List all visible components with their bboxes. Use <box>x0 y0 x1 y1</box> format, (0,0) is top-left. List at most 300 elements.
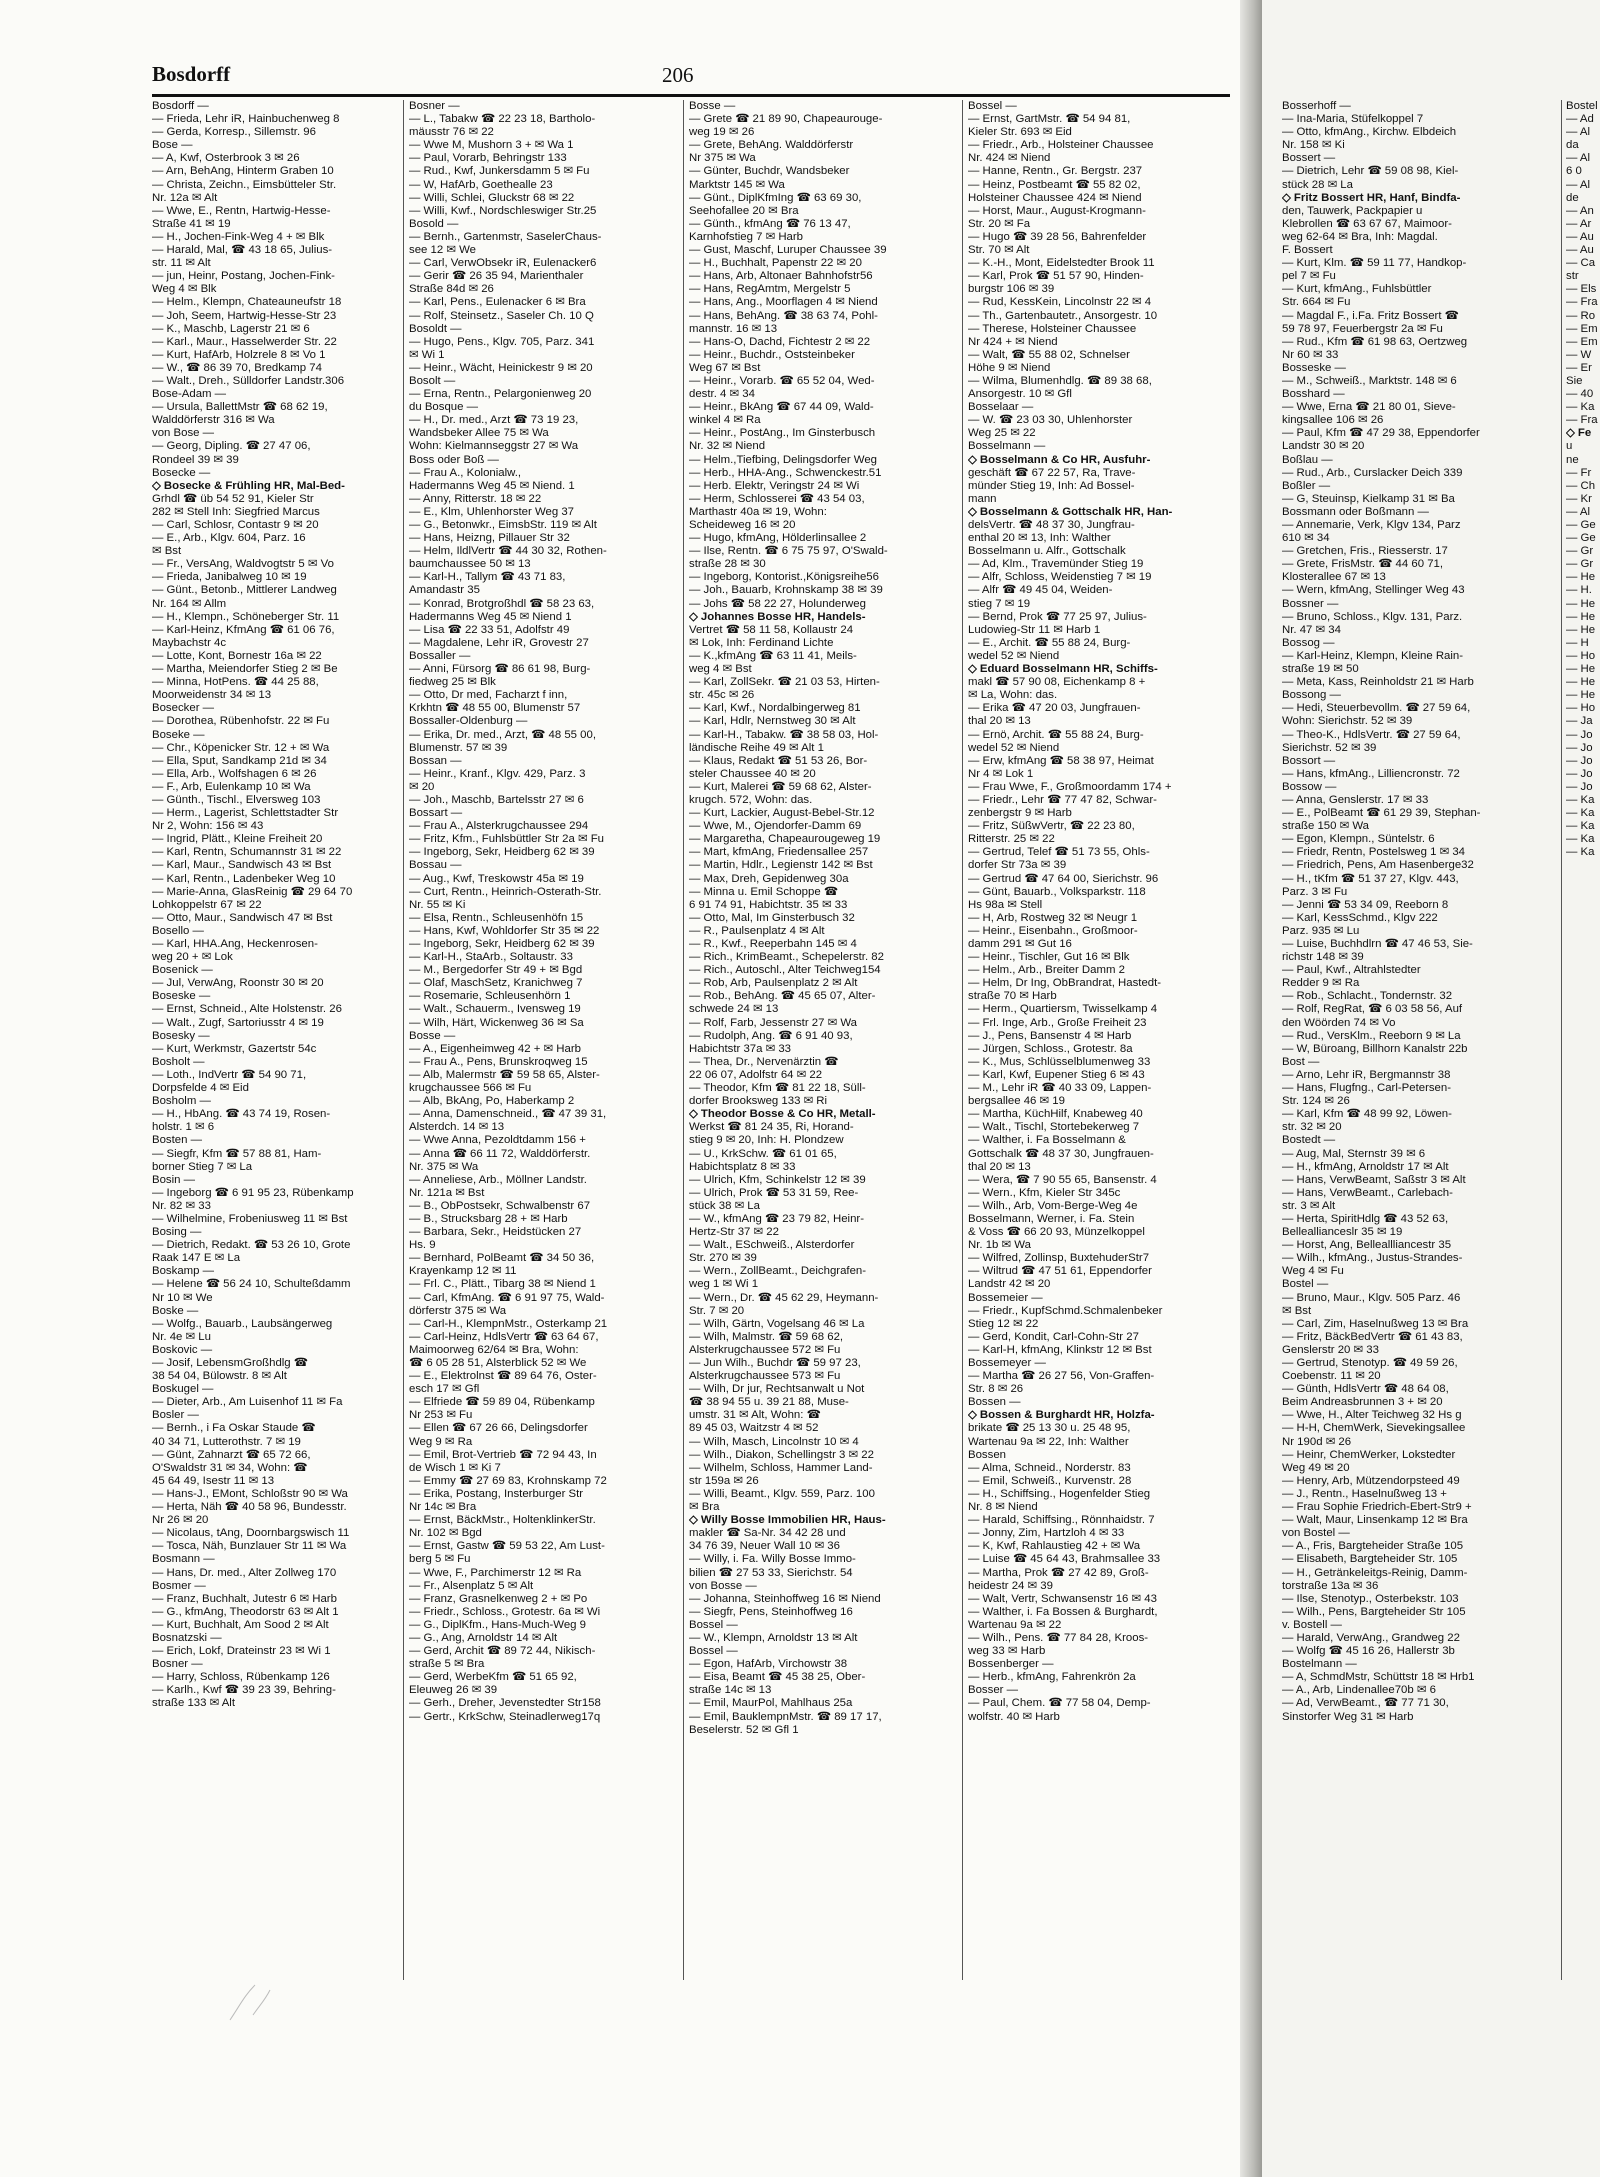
listing-line: ✉ Bra <box>689 1501 720 1514</box>
listing-line: Krkhtn ☎ 48 55 00, Blumenstr 57 <box>409 702 581 715</box>
listing-line: Kieler Str. 693 ✉ Eid <box>968 126 1072 139</box>
listing-line: — Ulrich, Prok ☎ 53 31 59, Ree- <box>689 1186 859 1199</box>
listing-line: u <box>1566 440 1573 453</box>
listing-line: Ritterstr. 25 ✉ 22 <box>968 833 1055 846</box>
listing-line: Landstr 30 ✉ 20 <box>1282 440 1365 453</box>
listing-line: Rondeel 39 ✉ 39 <box>152 453 239 466</box>
listing-line: Bosserhoff — <box>1282 100 1351 112</box>
listing-line: — G., Ang, Arnoldstr 14 ✉ Alt <box>409 1631 558 1644</box>
listing-line: Beselerstr. 52 ✉ Gfl 1 <box>689 1723 799 1736</box>
listing-line: str 159a ✉ 26 <box>689 1474 759 1487</box>
listing-line: ☎ 38 94 55 u. 39 21 88, Muse- <box>689 1396 849 1409</box>
listing-line: — Jul, VerwAng, Roonstr 30 ✉ 20 <box>152 977 324 990</box>
listing-line: — Bernhard, PolBeamt ☎ 34 50 36, <box>409 1252 595 1265</box>
listing-line: pel 7 ✉ Fu <box>1282 270 1336 283</box>
listing-line: straße 14c ✉ 13 <box>689 1684 772 1697</box>
listing-line: Boßler — <box>1282 479 1331 492</box>
listing-line: — M., Schweiß., Marktstr. 148 ✉ 6 <box>1282 374 1457 387</box>
listing-line: delsVertr. ☎ 48 37 30, Jungfrau- <box>968 519 1135 531</box>
listing-line: Krayenkamp 12 ✉ 11 <box>409 1265 517 1278</box>
listing-line: — Walt, Vertr, Schwansenstr 16 ✉ 43 <box>968 1592 1157 1605</box>
listing-line: — H., tKfm ☎ 51 37 27, Klgv. 443, <box>1282 872 1459 885</box>
listing-line: — Helm, IldlVertr ☎ 44 30 32, Rothen- <box>409 545 607 558</box>
listing-line: — Gerd, Archit ☎ 89 72 44, Nikisch- <box>409 1645 596 1658</box>
listing-line: — H <box>1566 636 1589 649</box>
listing-line: — Erw, kfmAng ☎ 58 38 97, Heimat <box>968 754 1154 767</box>
listing-line: Bossel — <box>968 100 1017 112</box>
listing-line: Weg 4 ✉ Blk <box>152 283 217 296</box>
listing-line: — Frau A., Kolonialw., <box>409 466 522 479</box>
listing-line: — M., Bergedorfer Str 49 + ✉ Bgd <box>409 964 583 977</box>
listing-line: — Lotte, Kont, Bornestr 16a ✉ 22 <box>152 649 322 662</box>
listing-line: — Ernst, Schneid., Alte Holstenstr. 26 <box>152 1003 342 1016</box>
listing-line: Bossaller — <box>409 649 471 662</box>
listing-line: — Wern., Dr. ☎ 45 62 29, Heymann- <box>689 1291 879 1304</box>
listing-line: — Anny, Ritterstr. 18 ✉ 22 <box>409 492 542 505</box>
listing-line: — Grete ☎ 21 89 90, Chapeaurouge- <box>689 113 883 126</box>
listing-line: — Anna, Genslerstr. 17 ✉ 33 <box>1282 793 1429 806</box>
listing-line: — Friedr, Rentn, Postelsweg 1 ✉ 34 <box>1282 846 1466 859</box>
listing-line: — Horst, Maur., August-Krogmann- <box>968 204 1146 217</box>
listing-line: — Erika ☎ 47 20 03, Jungfrauen- <box>968 702 1141 715</box>
listing-line: weg 4 ✉ Bst <box>689 663 752 676</box>
listing-line: — Dietrich, Redakt. ☎ 53 26 10, Grote <box>152 1239 351 1252</box>
listing-line: — Anna ☎ 66 11 72, Walddörferstr. <box>409 1147 591 1160</box>
listing-line: — Erna, Rentn., Pelargonienweg 20 <box>409 388 592 401</box>
listing-line: Str. 8 ✉ 26 <box>968 1383 1024 1396</box>
listing-line: Bossenberger — <box>968 1658 1054 1671</box>
listing-line: — B., Strucksbarg 28 + ✉ Harb <box>409 1212 568 1225</box>
listing-line: Nr 2, Wohn: 156 ✉ 43 <box>152 820 264 833</box>
listing-line: — Karl-H, kfmAng, Klinkstr 12 ✉ Bst <box>968 1343 1152 1356</box>
listing-line: see 12 ✉ We <box>409 244 476 257</box>
listing-line: — Minna u. Emil Schoppe ☎ <box>689 885 839 898</box>
listing-line: — Rob., BehAng. ☎ 45 65 07, Alter- <box>689 990 876 1003</box>
listing-line: — Ernst, GartMstr. ☎ 54 94 81, <box>968 113 1131 126</box>
listing-line: — Herta, SpiritHdlg ☎ 43 52 63, <box>1282 1212 1449 1225</box>
listing-line: — Hans, Kwf, Wohldorfer Str 35 ✉ 22 <box>409 924 600 937</box>
listing-line: — Er <box>1566 361 1592 374</box>
listing-line: — Karl, Prok ☎ 51 57 90, Hinden- <box>968 270 1144 283</box>
listing-line: — Ge <box>1566 532 1596 545</box>
listing-line: — Marie-Anna, GlasReinig ☎ 29 64 70 <box>152 885 353 898</box>
listing-line: wedel 52 ✉ Niend <box>968 649 1060 662</box>
listing-line: — E., Archit. ☎ 55 88 24, Burg- <box>968 636 1131 649</box>
listing-line: — Karl-H., StaArb., Soltaustr. 33 <box>409 951 573 964</box>
listing-line: — Thea, Dr., Nervenärztin ☎ <box>689 1055 839 1068</box>
listing-line: Bosoldt — <box>409 322 462 335</box>
listing-line: — Gertrud, Stenotyp. ☎ 49 59 26, <box>1282 1357 1458 1369</box>
listing-line: — Fritz, SüßwVertr, ☎ 22 23 80, <box>968 820 1135 833</box>
listing-line: bergsallee 46 ✉ 19 <box>968 1095 1065 1108</box>
listing-line: — Ulrich, Kfm, Schinkelstr 12 ✉ 39 <box>689 1173 866 1186</box>
listing-line: — Luise ☎ 45 64 43, Brahmsallee 33 <box>968 1553 1161 1566</box>
listing-line: — Hans-J., EMont, Schloßstr 90 ✉ Wa <box>152 1487 348 1500</box>
listing-line: — Josif, LebensmGroßhdlg ☎ <box>152 1357 308 1369</box>
listing-line: — Arn, BehAng, Hinterm Graben 10 <box>152 165 334 178</box>
listing-line: — Alma, Schneid., Norderstr. 83 <box>968 1461 1131 1474</box>
listing-line: straße 150 ✉ Wa <box>1282 820 1369 833</box>
listing-line: Genslerstr 20 ✉ 33 <box>1282 1343 1379 1356</box>
listing-line: — Wwe M, Mushorn 3 + ✉ Wa 1 <box>409 139 574 152</box>
listing-line: — Kurt, kfmAng., Fuhlsbüttler <box>1282 283 1432 296</box>
listing-line: — Karl-Heinz, Klempn, Kleine Rain- <box>1282 649 1464 662</box>
listing-line: — Horst, Ang, Belleallliancestr 35 <box>1282 1239 1452 1252</box>
listing-line: Bossemeyer — <box>968 1357 1046 1369</box>
listing-line: 89 45 03, Waitzstr 4 ✉ 52 <box>689 1422 819 1435</box>
listing-line: burgstr 106 ✉ 39 <box>968 283 1055 296</box>
listing-line: Boss oder Boß — <box>409 453 499 466</box>
directory-column-3 <box>689 100 937 1980</box>
listing-line: 59 78 97, Feuerbergstr 2a ✉ Fu <box>1282 322 1443 335</box>
listing-line: Bostel — <box>1282 1278 1329 1291</box>
listing-line: Bostedt — <box>1282 1134 1336 1147</box>
listing-line: — Ellen ☎ 67 26 66, Delingsdorfer <box>409 1422 588 1435</box>
listing-line: Ansorgestr. 10 ✉ Gfl <box>968 388 1072 401</box>
listing-line: — Karl, HHA.Ang, Heckenrosen- <box>152 938 318 950</box>
listing-line: — Herb. Elektr, Veringstr 24 ✉ Wi <box>689 479 860 492</box>
listing-line: — Wwe, E., Rentn, Hartwig-Hesse- <box>152 204 331 217</box>
listing-line: Bost — <box>1282 1055 1320 1068</box>
listing-line: — Frau A., Alsterkrugchaussee 294 <box>409 820 589 833</box>
listing-line: — Heinr., BkAng ☎ 67 44 09, Wald- <box>689 401 874 414</box>
listing-line: Wohn: Kielmannseggstr 27 ✉ Wa <box>409 440 579 453</box>
listing-line: Nr 375 ✉ Wa <box>689 152 756 165</box>
listing-line: — Gr <box>1566 545 1594 558</box>
directory-column-4 <box>968 100 1216 1980</box>
listing-line: — Gerh., Dreher, Jevenstedter Str158 <box>409 1697 601 1710</box>
listing-line: Nr 190d ✉ 26 <box>1282 1435 1352 1448</box>
listing-line: den, Tauwerk, Packpapier u <box>1282 204 1423 217</box>
listing-line: esch 17 ✉ Gfl <box>409 1383 480 1396</box>
listing-line: — Otto, Dr med, Facharzt f inn, <box>409 689 568 702</box>
listing-line: Straße 84d ✉ 26 <box>409 283 494 296</box>
listing-line: — Günt, Zahnarzt ☎ 65 72 66, <box>152 1448 311 1461</box>
listing-line: — Th., Gartenbautetr., Ansorgestr. 10 <box>968 309 1158 322</box>
listing-line: Bostelmann — <box>1282 1658 1357 1671</box>
listing-line: — Ka <box>1566 820 1595 833</box>
listing-line: ✉ Bst <box>152 545 182 558</box>
listing-line: Nr. 121a ✉ Bst <box>409 1186 485 1199</box>
listing-line: — Em <box>1566 322 1598 335</box>
listing-line: Bosselmann — <box>968 440 1046 453</box>
listing-line: — Bernh., Gartenmstr, SaselerChaus- <box>409 230 602 243</box>
listing-line: Hadermanns Weg 45 ✉ Niend. 1 <box>409 479 575 492</box>
listing-line: torstraße 13a ✉ 36 <box>1282 1579 1379 1592</box>
listing-line: Straße 41 ✉ 19 <box>152 217 231 230</box>
listing-line: ◇ Bosselmann & Gottschalk HR, Han- <box>968 505 1173 518</box>
listing-line: — M., Lehr iR ☎ 40 33 09, Lappen- <box>968 1082 1152 1095</box>
listing-line: — Helm., Klempn, Chateauneufstr 18 <box>152 296 342 309</box>
listing-line: Boske — <box>152 1304 199 1317</box>
listing-line: Alsterdch. 14 ✉ 13 <box>409 1121 505 1134</box>
listing-line: — Herta, Näh ☎ 40 58 96, Bundesstr. <box>152 1501 347 1514</box>
listing-line: Beim Andreasbrunnen 3 + ✉ 20 <box>1282 1396 1443 1409</box>
listing-line: — Ina-Maria, Stüfelkoppel 7 <box>1282 113 1424 126</box>
listing-line: Nr 424 + ✉ Niend <box>968 335 1058 348</box>
listing-line: — W, Büroang, Billhorn Kanalstr 22b <box>1282 1042 1468 1055</box>
listing-line: — Wilfred, Zollinsp, BuxtehuderStr7 <box>968 1252 1150 1265</box>
listing-line: zenbergstr 9 ✉ Harb <box>968 807 1072 820</box>
listing-line: ◇ Willy Bosse Immobilien HR, Haus- <box>689 1514 886 1527</box>
listing-line: Bosdorff — <box>152 100 209 112</box>
listing-line: Nr. 32 ✉ Niend <box>689 440 766 453</box>
listing-line: Hs. 9 <box>409 1239 436 1252</box>
listing-line: Boskamp — <box>152 1265 215 1278</box>
listing-line: — J., Rentn., Haselnußweg 13 + <box>1282 1487 1447 1500</box>
listing-line: Bosselmann u. Alfr., Gottschalk <box>968 545 1126 558</box>
listing-line: weg 1 ✉ Wi 1 <box>689 1278 759 1291</box>
listing-line: — Luise, Buchhdlrn ☎ 47 46 53, Sie- <box>1282 938 1473 950</box>
listing-line: — Ingeborg ☎ 6 91 95 23, Rübenkamp <box>152 1186 354 1199</box>
listing-line: — Hans, VerwBeamt., Carlebach- <box>1282 1186 1453 1199</box>
listing-line: — Karl-Heinz, KfmAng ☎ 61 06 76, <box>152 623 335 636</box>
listing-line: — He <box>1566 610 1596 623</box>
listing-line: Landstr 42 ✉ 20 <box>968 1278 1051 1291</box>
listing-line: v. Bostell — <box>1282 1618 1342 1631</box>
listing-line: Nr. 8 ✉ Niend <box>968 1501 1038 1514</box>
listing-line: — Hugo, kfmAng, Hölderlinsallee 2 <box>689 532 867 545</box>
listing-line: Bosler — <box>152 1409 199 1422</box>
listing-line: — Bruno, Maur., Klgv. 505 Parz. 46 <box>1282 1291 1461 1304</box>
listing-line: — A., Arb, Lindenallee70b ✉ 6 <box>1282 1684 1436 1697</box>
listing-line: — Wiltrud ☎ 47 51 61, Eppendorfer <box>968 1265 1152 1278</box>
listing-line: — Siegfr, Kfm ☎ 57 88 81, Ham- <box>152 1147 322 1160</box>
listing-line: Habichtstr 37a ✉ 33 <box>689 1042 791 1055</box>
listing-line: — Ka <box>1566 833 1595 846</box>
listing-line: — Ca <box>1566 257 1596 270</box>
listing-line: — Karl, Maur., Sandwisch 43 ✉ Bst <box>152 859 332 872</box>
listing-line: — Anna, Damenschneid., ☎ 47 39 31, <box>409 1108 607 1121</box>
listing-line: — Wilh, Härt, Wickenweg 36 ✉ Sa <box>409 1016 584 1029</box>
listing-line: — Otto, Maur., Sandwisch 47 ✉ Bst <box>152 911 333 924</box>
listing-line: — Gretchen, Fris., Riesserstr. 17 <box>1282 545 1448 558</box>
listing-line: — H-H, ChemWerk, Sievekingsallee <box>1282 1422 1466 1435</box>
listing-line: Nr. 375 ✉ Wa <box>409 1160 479 1173</box>
listing-line: — Willi, Beamt., Klgv. 559, Parz. 100 <box>689 1487 875 1500</box>
listing-line: — Theodor, Kfm ☎ 81 22 18, Süll- <box>689 1082 866 1095</box>
listing-line: — Au <box>1566 244 1594 257</box>
listing-line: — W., Klempn, Arnoldstr 13 ✉ Alt <box>689 1631 858 1644</box>
listing-line: — E., Klm, Uhlenhorster Weg 37 <box>409 505 575 518</box>
listing-line: — Grete, BehAng. Walddörferstr <box>689 139 854 152</box>
listing-line: ◇ Fritz Bossert HR, Hanf, Bindfa- <box>1282 191 1461 204</box>
listing-line: Walddörferstr 316 ✉ Wa <box>152 414 275 427</box>
listing-line: wolfstr. 40 ✉ Harb <box>968 1710 1060 1723</box>
listing-line: — Walt., Zugf, Sartoriusstr 4 ✉ 19 <box>152 1016 324 1029</box>
listing-line: — Heinr, ChemWerker, Lokstedter <box>1282 1448 1456 1461</box>
listing-line: Werkst ☎ 81 24 35, Ri, Horand- <box>689 1121 854 1134</box>
listing-line: Bossort — <box>1282 754 1336 767</box>
listing-line: — Rudolph, Ang. ☎ 6 91 40 93, <box>689 1029 853 1042</box>
listing-line: Parz. 3 ✉ Fu <box>1282 885 1348 898</box>
listing-line: — Günth., kfmAng ☎ 76 13 47, <box>689 217 851 230</box>
listing-line: — Loth., IndVertr ☎ 54 90 71, <box>152 1068 307 1081</box>
listing-line: — Gust, Maschf, Luruper Chaussee 39 <box>689 244 887 257</box>
listing-line: — Ernst, BäckMstr., HoltenklinkerStr. <box>409 1514 596 1527</box>
listing-line: — H., Jochen-Fink-Weg 4 + ✉ Blk <box>152 230 325 243</box>
listing-line: — Karlh., Kwf ☎ 39 23 39, Behring- <box>152 1684 336 1697</box>
listing-line: Scheideweg 16 ✉ 20 <box>689 519 796 531</box>
listing-line: — Wilh, Dr jur, Rechtsanwalt u Not <box>689 1383 865 1396</box>
listing-line: — Theo-K., HdlsVertr. ☎ 27 59 64, <box>1282 728 1461 741</box>
listing-line: — Gerd, WerbeKfm ☎ 51 65 92, <box>409 1671 577 1684</box>
listing-line: — Wwe, H., Alter Teichweg 32 Hs g <box>1282 1409 1462 1422</box>
listing-line: berg 5 ✉ Fu <box>409 1553 471 1566</box>
listing-line: — K.,kfmAng ☎ 63 11 41, Meils- <box>689 649 857 662</box>
listing-line: — Jenni ☎ 53 34 09, Reeborn 8 <box>1282 898 1449 911</box>
listing-line: Bossong — <box>1282 689 1341 702</box>
listing-line: — Wilh., Pens. ☎ 77 84 28, Kroos- <box>968 1631 1149 1644</box>
listing-line: ✉ La, Wohn: das. <box>968 689 1058 702</box>
listing-line: — K.-H., Mont, Eidelstedter Brook 11 <box>968 257 1155 270</box>
listing-line: — Gertrud ☎ 47 64 00, Sierichstr. 96 <box>968 872 1159 885</box>
listing-line: makler ☎ Sa-Nr. 34 42 28 und <box>689 1527 846 1540</box>
listing-line: — Joh, Seem, Hartwig-Hesse-Str 23 <box>152 309 337 322</box>
listing-line: — Els <box>1566 283 1597 296</box>
listing-line: — Carl-H., KlempnMstr., Osterkamp 21 <box>409 1317 608 1330</box>
listing-line: Weg 67 ✉ Bst <box>689 361 761 374</box>
listing-line: — A, Kwf, Osterbrook 3 ✉ 26 <box>152 152 300 165</box>
listing-line: — Friedr., Arb., Holsteiner Chaussee <box>968 139 1154 152</box>
listing-line: — Fr <box>1566 466 1592 479</box>
listing-line: den Wöörden 74 ✉ Vo <box>1282 1016 1396 1029</box>
listing-line: — jun, Heinr, Postang, Jochen-Fink- <box>152 270 335 283</box>
listing-line: — G., Betonwkr., EimsbStr. 119 ✉ Alt <box>409 519 597 531</box>
listing-line: — Anneliese, Arb., Möllner Landstr. <box>409 1173 587 1186</box>
listing-line: — Rob, Arb, Paulsenplatz 2 ✉ Alt <box>689 977 858 990</box>
listing-line: — Carl, Zim, Haselnußweg 13 ✉ Bra <box>1282 1317 1469 1330</box>
column-divider <box>1561 100 1562 1980</box>
listing-line: Bosmann — <box>152 1553 215 1566</box>
listing-line: — Martha, KüchHilf, Knabeweg 40 <box>968 1108 1143 1121</box>
listing-line: — G., DiplKfm., Hans-Much-Weg 9 <box>409 1618 587 1631</box>
listing-line: Redder 9 ✉ Ra <box>1282 977 1360 990</box>
listing-line: ◇ Eduard Bosselmann HR, Schiffs- <box>968 663 1158 676</box>
listing-line: — Frieda, Janibalweg 10 ✉ 19 <box>152 571 307 584</box>
listing-line: ◇ Bosecke & Frühling HR, Mal-Bed- <box>152 479 345 492</box>
listing-line: — Hans, Heizng, Pillauer Str 32 <box>409 532 570 545</box>
listing-line: Holsteiner Chaussee 424 ✉ Niend <box>968 191 1142 204</box>
listing-line: — Ingeborg, Kontorist.,Königsreihe56 <box>689 571 879 584</box>
listing-line: — 40 <box>1566 388 1594 401</box>
listing-line: 22 06 07, Adolfstr 64 ✉ 22 <box>689 1068 823 1081</box>
listing-line: — Ernst, Gastw ☎ 59 53 22, Am Lust- <box>409 1540 605 1553</box>
listing-line: Bosser — <box>968 1684 1019 1697</box>
listing-line: — Hugo ☎ 39 28 56, Bahrenfelder <box>968 230 1147 243</box>
listing-line: münder Stieg 19, Inh: Ad Bossel- <box>968 479 1135 492</box>
listing-line: — Ar <box>1566 217 1592 230</box>
listing-line: — W. ☎ 23 03 30, Uhlenhorster <box>968 414 1133 427</box>
listing-line: — Elfriede ☎ 59 89 04, Rübenkamp <box>409 1396 595 1409</box>
listing-line: Hs 98a ✉ Stell <box>968 898 1043 911</box>
listing-line: Bosseske — <box>1282 361 1346 374</box>
listing-line: stück 38 ✉ La <box>689 1199 760 1212</box>
listing-line: Nr. 47 ✉ 34 <box>1282 623 1341 636</box>
listing-line: — He <box>1566 597 1596 610</box>
listing-line: ☎ 6 05 28 51, Alsterblick 52 ✉ We <box>409 1357 587 1369</box>
listing-line: — Dietrich, Lehr ☎ 59 08 98, Kiel- <box>1282 165 1459 178</box>
listing-line: — Em <box>1566 335 1598 348</box>
listing-line: Nr. 82 ✉ 33 <box>152 1199 211 1212</box>
listing-line: Weg 9 ✉ Ra <box>409 1435 473 1448</box>
listing-line: str. 32 ✉ 20 <box>1282 1121 1342 1134</box>
listing-line: — Rud., VersKlm., Reeborn 9 ✉ La <box>1282 1029 1461 1042</box>
listing-line: — Wern., Kfm, Kieler Str 345c <box>968 1186 1121 1199</box>
listing-line: weg 62-64 ✉ Bra, Inh: Magdal. <box>1282 230 1438 243</box>
listing-line: — Ge <box>1566 519 1596 531</box>
listing-line: Lohkoppelstr 67 ✉ 22 <box>152 898 262 911</box>
listing-line: — Emil, Brot-Vertrieb ☎ 72 94 43, In <box>409 1448 597 1461</box>
listing-line: Bosenick — <box>152 964 213 977</box>
listing-line: — K, Kwf, Rahlaustieg 42 + ✉ Wa <box>968 1540 1141 1553</box>
listing-line: brikate ☎ 25 13 30 u. 25 48 95, <box>968 1422 1131 1435</box>
listing-line: — E., PolBeamt ☎ 61 29 39, Stephan- <box>1282 807 1481 820</box>
listing-line: — Curt, Rentn., Heinrich-Osterath-Str. <box>409 885 602 898</box>
listing-line: — Frau Wwe, F., Großmoordamm 174 + <box>968 780 1172 793</box>
listing-line: Nr. 55 ✉ Ki <box>409 898 466 911</box>
listing-line: — Karl, Kwf., Nordalbingerweg 81 <box>689 702 861 715</box>
listing-line: Marktstr 145 ✉ Wa <box>689 178 785 191</box>
adjacent-column-1 <box>1282 100 1558 1980</box>
listing-line: str <box>1566 270 1579 283</box>
listing-line: mäusstr 76 ✉ 22 <box>409 126 494 139</box>
listing-line: ländische Reihe 49 ✉ Alt 1 <box>689 741 824 754</box>
listing-line: Bosecke — <box>152 466 211 479</box>
listing-line: Bosing — <box>152 1226 202 1239</box>
listing-line: — Ch <box>1566 479 1596 492</box>
listing-line: — H., Dr. med., Arzt ☎ 73 19 23, <box>409 414 579 427</box>
listing-line: — Kurt, Buchhalt, Am Sood 2 ✉ Alt <box>152 1618 329 1631</box>
listing-line: Sie <box>1566 374 1583 387</box>
listing-line: — Walt., Dreh., Sülldorfer Landstr.306 <box>152 374 345 387</box>
listing-line: — Rob., Schlacht., Tondernstr. 32 <box>1282 990 1453 1003</box>
listing-line: — Wwe Anna, Pezoldtdamm 156 + <box>409 1134 586 1147</box>
listing-line: — Max, Dreh, Gepidenweg 30a <box>689 872 849 885</box>
listing-line: — Gertr., KrkSchw, Steinadlerweg17q <box>409 1710 601 1723</box>
listing-line: — Rud, KessKein, Lincolnstr 22 ✉ 4 <box>968 296 1152 309</box>
listing-line: — Magdalene, Lehr iR, Grovestr 27 <box>409 636 589 649</box>
listing-line: — Klaus, Redakt ☎ 51 53 26, Bor- <box>689 754 868 767</box>
listing-line: — Eisa, Beamt ☎ 45 38 25, Ober- <box>689 1671 866 1684</box>
listing-line: — H. <box>1566 584 1592 597</box>
listing-line: — Kurt, Klm. ☎ 59 11 77, Handkop- <box>1282 257 1467 270</box>
listing-line: — Minna, HotPens. ☎ 44 25 88, <box>152 676 319 689</box>
listing-line: weg 20 + ✉ Lok <box>152 951 233 964</box>
listing-line: — Wilh, Gärtn, Vogelsang 46 ✉ La <box>689 1317 865 1330</box>
listing-line: — Wern, kfmAng, Stellinger Weg 43 <box>1282 584 1465 597</box>
listing-line: — Aug, Mal, Sternstr 39 ✉ 6 <box>1282 1147 1426 1160</box>
listing-line: — Nicolaus, tAng, Doornbargswisch 11 <box>152 1527 350 1540</box>
listing-line: Raak 147 E ✉ La <box>152 1252 241 1265</box>
listing-line: weg 33 ✉ Harb <box>968 1645 1046 1658</box>
listing-line: Hadermanns Weg 45 ✉ Niend 1 <box>409 610 572 623</box>
listing-line: — Jo <box>1566 728 1593 741</box>
listing-line: str. 45c ✉ 26 <box>689 689 755 702</box>
listing-line: — Gerir ☎ 26 35 94, Marienthaler <box>409 270 584 283</box>
listing-line: — He <box>1566 689 1596 702</box>
listing-line: — Herm, Schlosserei ☎ 43 54 03, <box>689 492 865 505</box>
listing-line: ne <box>1566 453 1579 466</box>
listing-line: Klosterallee 67 ✉ 13 <box>1282 571 1386 584</box>
listing-line: — Jo <box>1566 754 1593 767</box>
listing-line: Nr. 158 ✉ Ki <box>1282 139 1345 152</box>
listing-line: — H., kfmAng, Arnoldstr 17 ✉ Alt <box>1282 1160 1449 1173</box>
listing-line: — Tosca, Näh, Bunzlauer Str 11 ✉ Wa <box>152 1540 347 1553</box>
listing-line: — Jo <box>1566 767 1593 780</box>
listing-line: — E., Arb., Klgv. 604, Parz. 16 <box>152 532 306 545</box>
listing-line: Wohn: Sierichstr. 52 ✉ 39 <box>1282 715 1413 728</box>
